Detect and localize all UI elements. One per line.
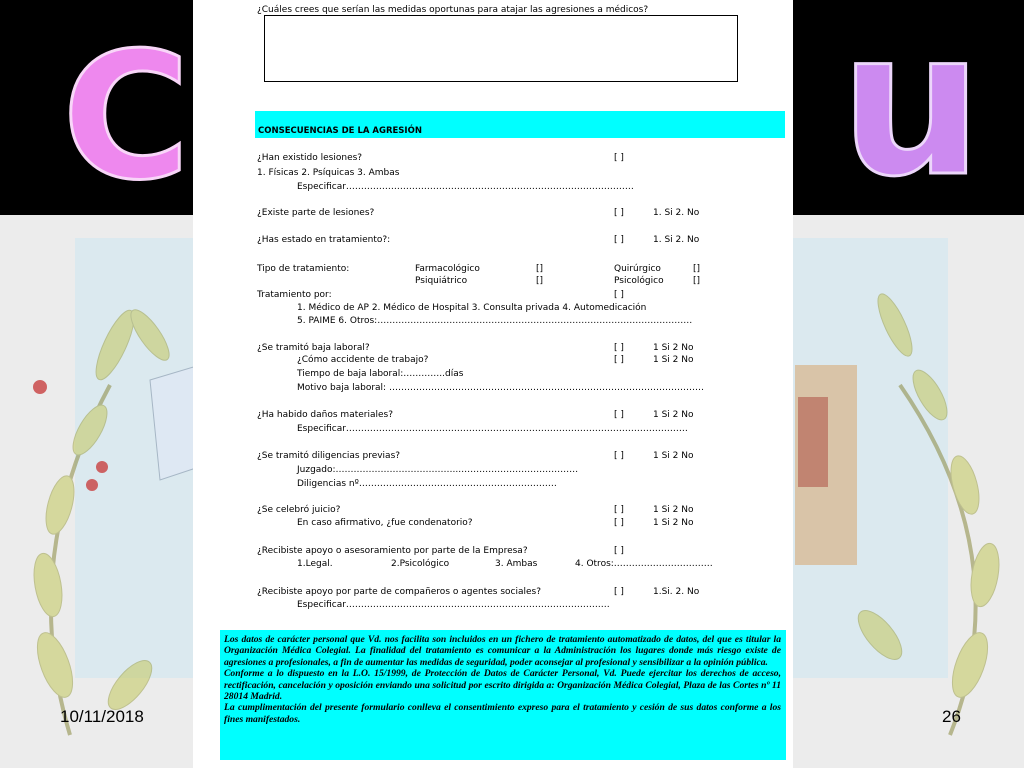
apoyo-especificar-field[interactable]: Especificar………………………………………………………………………….…: [297, 600, 610, 610]
legal-paragraph-3: La cumplimentación del presente formulario conlleva el consentimiento expreso para el tratamiento y cesión de sus datos conforme a los fines manifestados.: [224, 702, 781, 725]
checkbox-baja-laboral[interactable]: [ ]: [614, 343, 624, 353]
tratamiento-por-label: Tratamiento por:: [257, 290, 332, 300]
lesiones-options: 1. Físicas 2. Psíquicas 3. Ambas: [257, 168, 400, 178]
motivo-baja-field[interactable]: Motivo baja laboral: ……………………………………………………………………………………………: [297, 383, 704, 393]
legal-paragraph-1: Los datos de carácter personal que Vd. nos facilita son incluidos en un fichero de tratamiento automatizado de datos, del que es titular la Organización Médica Colegial. La finalidad del tratamiento es comunicar a la Administración los lugares donde más riesgo existe de agresiones a profesionales, a fin de aumentar las medidas de seguridad, poder aconsejar al profesional y sensibilizar a la opinión pública.: [224, 634, 781, 668]
berry-3: [86, 479, 98, 491]
slide-title-letter-c: C: [62, 16, 191, 219]
tipo-tratamiento-label: Tipo de tratamiento:: [257, 264, 350, 274]
q-diligencias-previas: ¿Se tramitó diligencias previas?: [257, 451, 401, 461]
question-measures: ¿Cuáles crees que serían las medidas oportunas para atajar las agresiones a médicos?: [257, 5, 649, 15]
berry-2: [96, 461, 108, 473]
opt-psiquiatrico: Psiquiátrico: [415, 276, 468, 286]
section-title: CONSECUENCIAS DE LA AGRESIÓN: [258, 126, 422, 136]
opt-psicologico: Psicológico: [614, 276, 664, 286]
berry-1: [33, 380, 47, 394]
slide-number: 26: [942, 707, 961, 726]
baja-laboral-options: 1 Si 2 No: [653, 343, 694, 353]
checkbox-psiquiatrico[interactable]: []: [536, 276, 544, 286]
checkbox-parte-lesiones[interactable]: [ ]: [614, 208, 624, 218]
checkbox-danos-materiales[interactable]: [ ]: [614, 410, 624, 420]
checkbox-quirurgico[interactable]: []: [693, 264, 701, 274]
measures-answer-box[interactable]: [264, 15, 738, 82]
checkbox-accidente-trabajo[interactable]: [ ]: [614, 355, 624, 365]
apoyo-empresa-opt-psicologico: 2.Psicológico: [391, 559, 450, 569]
condenatorio-options: 1 Si 2 No: [653, 518, 694, 528]
lesiones-especificar[interactable]: Especificar……………………………………………………………………………………: [297, 182, 634, 192]
slide-date: 10/11/2018: [60, 707, 144, 726]
checkbox-apoyo-companeros[interactable]: [ ]: [614, 587, 624, 597]
accidente-trabajo-options: 1 Si 2 No: [653, 355, 694, 365]
section-header: [255, 111, 785, 138]
slide-title-letter-u: u: [840, 0, 983, 221]
form-page: [193, 0, 793, 768]
tratamiento-por-options-1: 1. Médico de AP 2. Médico de Hospital 3. Consulta privada 4. Automedicación: [297, 303, 647, 313]
checkbox-psicologico[interactable]: []: [693, 276, 701, 286]
opt-quirurgico: Quirúrgico: [614, 264, 661, 274]
juicio-options: 1 Si 2 No: [653, 505, 694, 515]
q-lesiones: ¿Han existido lesiones?: [257, 153, 363, 163]
q-juicio: ¿Se celebró juicio?: [257, 505, 341, 515]
apoyo-companeros-options: 1.Si. 2. No: [653, 587, 700, 597]
tratamiento-por-options-2[interactable]: 5. PAIME 6. Otros:……………………………………………………………………………………………: [297, 316, 693, 326]
q-condenatorio: En caso afirmativo, ¿fue condenatorio?: [297, 518, 473, 528]
checkbox-juicio[interactable]: [ ]: [614, 505, 624, 515]
checkbox-condenatorio[interactable]: [ ]: [614, 518, 624, 528]
tiempo-baja-field[interactable]: Tiempo de baja laboral:…………..días: [297, 369, 464, 379]
opt-farmacologico: Farmacológico: [415, 264, 480, 274]
danos-especificar-field[interactable]: Especificar……………………………………………………………………………………………………: [297, 424, 688, 434]
laurel-left-branch: [30, 305, 176, 735]
apoyo-empresa-opt-legal: 1.Legal.: [297, 559, 333, 569]
q-tratamiento: ¿Has estado en tratamiento?:: [257, 235, 391, 245]
q-baja-laboral: ¿Se tramitó baja laboral?: [257, 343, 370, 353]
danos-materiales-options: 1 Si 2 No: [653, 410, 694, 420]
q-apoyo-empresa: ¿Recibiste apoyo o asesoramiento por parte de la Empresa?: [257, 546, 528, 556]
legal-notice: [220, 630, 786, 760]
checkbox-apoyo-empresa[interactable]: [ ]: [614, 546, 624, 556]
q-parte-lesiones: ¿Existe parte de lesiones?: [257, 208, 375, 218]
apoyo-empresa-opt-otros[interactable]: 4. Otros:……………………………: [575, 559, 713, 569]
castle-tower: [798, 397, 828, 487]
q-apoyo-companeros: ¿Recibiste apoyo por parte de compañeros o agentes sociales?: [257, 587, 541, 597]
checkbox-lesiones[interactable]: [ ]: [614, 153, 624, 163]
diligencias-previas-options: 1 Si 2 No: [653, 451, 694, 461]
tratamiento-options: 1. Si 2. No: [653, 235, 700, 245]
checkbox-tratamiento[interactable]: [ ]: [614, 235, 624, 245]
juzgado-field[interactable]: Juzgado:…………………………………...…………………………………: [297, 465, 579, 475]
parte-lesiones-options: 1. Si 2. No: [653, 208, 700, 218]
checkbox-farmacologico[interactable]: []: [536, 264, 544, 274]
laurel-right-branch: [851, 290, 1004, 735]
q-danos-materiales: ¿Ha habido daños materiales?: [257, 410, 393, 420]
checkbox-diligencias-previas[interactable]: [ ]: [614, 451, 624, 461]
legal-paragraph-2: Conforme a lo dispuesto en la L.O. 15/1999, de Protección de Datos de Carácter Personal, Vd. Puede ejercitar los derechos de acceso, rectificación, cancelación y oposición enviando una solicitud por escrito dirigida a: Organización Médica Colegial, Plaza de las Cortes nº 11 28014 Madrid.: [224, 668, 781, 703]
q-accidente-trabajo: ¿Cómo accidente de trabajo?: [297, 355, 429, 365]
checkbox-tratamiento-por[interactable]: [ ]: [614, 290, 624, 300]
apoyo-empresa-opt-ambas: 3. Ambas: [495, 559, 538, 569]
diligencias-num-field[interactable]: Diligencias nº…………………………………………………………: [297, 479, 557, 489]
